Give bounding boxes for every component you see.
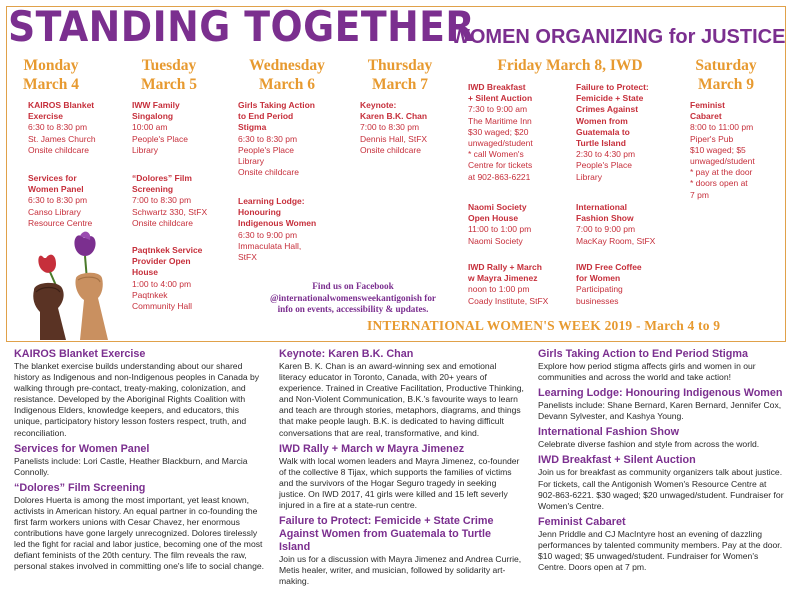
description-learning-lodge (538, 387, 784, 422)
description-body: Jenn Priddle and CJ MacIntyre host an evening of dazzling performances by talented community members. Pay at the door. $10 waged; $5 unwaged/student. Fundraiser for Women's Centre. Doors open at 7 pm. (538, 528, 783, 573)
day-date: March 5 (140, 76, 198, 93)
event-detail-line: * call Women's (468, 149, 524, 160)
event-detail-line: $10 waged; $5 (690, 144, 746, 155)
event-detail-line: 7:00 to 8:30 pm (360, 122, 420, 133)
event-detail-line: Piper's Pub (690, 133, 734, 144)
description-heading: IWD Breakfast + Silent Auction (538, 454, 696, 467)
facebook-notice (238, 281, 468, 316)
event-title-line: for Women (576, 273, 621, 284)
event-title-line: Indigenous Women (238, 218, 317, 229)
description-heading: Learning Lodge: Honouring Indigenous Women (538, 387, 783, 400)
description-failure-to-protect (279, 515, 525, 587)
event-detail-line: StFX (238, 252, 257, 263)
event-keynote (360, 100, 427, 156)
event-fashion-show (576, 202, 655, 247)
description-column-2 (279, 348, 525, 591)
event-iwd-rally (468, 262, 548, 307)
event-title-line: Girls Taking Action (238, 100, 315, 110)
event-title-line: IWD Free Coffee (576, 262, 642, 272)
event-detail-line: MacKay Room, StFX (576, 235, 656, 246)
day-name: Wednesday (249, 57, 325, 74)
event-detail-line: 7:30 to 9:00 am (468, 104, 528, 115)
day-header-monday (9, 56, 93, 94)
event-title-line: Keynote: (360, 100, 397, 110)
event-naomi-society (468, 202, 531, 247)
event-failure-to-protect (576, 82, 649, 183)
event-title-line: “Dolores” Film (132, 173, 192, 183)
description-body: Karen B. K. Chan is an award-winning sex and emotional literacy educator in Toronto, Canada, with 20+ years of experience. Trained in Creative Facilitation, Productive Thinking, and Non-Violent Communication, B.K.'s favourite ways to learn and teach are through stories, metaphors, diagrams, and things that make people laugh. B.K. is dedicated to having difficult conversations that are real, transformative, and kind. (279, 361, 524, 438)
event-detail-line: 10:00 am (132, 122, 168, 133)
event-title-line: Learning Lodge: (238, 196, 305, 206)
description-services-panel (14, 443, 268, 478)
event-detail-line: Onsite childcare (360, 144, 421, 155)
event-family-singalong (132, 100, 188, 156)
event-detail-line: Library (132, 144, 158, 155)
facebook-handle: @internationalwomensweekantigonish for (269, 292, 436, 303)
event-learning-lodge (238, 196, 316, 263)
day-date: March 6 (258, 76, 316, 93)
day-name: Tuesday (141, 57, 197, 74)
event-detail-line: Resource Centre (28, 217, 93, 228)
event-iwd-breakfast (468, 82, 533, 183)
page-subtitle: WOMEN ORGANIZING for JUSTICE (451, 26, 786, 48)
event-feminist-cabaret (690, 100, 755, 201)
event-detail-line: 7 pm (690, 189, 709, 200)
event-title-line: IWD Breakfast (468, 82, 526, 92)
day-header-thursday (355, 56, 445, 94)
day-name: Saturday (695, 57, 757, 74)
event-detail-line: People's Place (238, 144, 294, 155)
description-fashion-show (538, 426, 784, 450)
event-detail-line: Onsite childcare (238, 167, 299, 178)
event-title-line: KAIROS Blanket (28, 100, 95, 110)
event-title-line: Provider Open (132, 256, 191, 267)
description-column-3 (538, 348, 784, 577)
event-title-line: w Mayra Jimenez (468, 273, 538, 284)
event-title-line: Women Panel (28, 184, 84, 195)
description-body: Dolores Huerta is among the most important, yet least known, activists in American history. An equal partner in co-founding the first farm workers unions with Cesar Chavez, her enormous contributions have gone largely unrecognized. Dolores tirelessly led the fight for racial and labor justice, becoming one of the most defiant feminists of the 20th century. The film reveals the raw, personal stakes involved in committing one's life to social change. (14, 494, 265, 572)
description-heading: Failure to Protect: Femicide + State Crime Against Women from Guatemala to Turtle Island (279, 515, 494, 554)
event-detail-line: Paqtnkek (132, 289, 168, 300)
event-detail-line: * pay at the door (690, 167, 753, 178)
event-detail-line: 8:00 to 11:00 pm (690, 122, 754, 133)
description-keynote (279, 348, 525, 439)
event-title-line: IWW Family (132, 100, 180, 110)
event-detail-line: 7:00 to 8:30 pm (132, 195, 192, 206)
event-detail-line: Library (238, 156, 264, 167)
event-title-line: Screening (132, 184, 174, 195)
event-paqtnkek-open-house (132, 245, 202, 312)
description-heading: Girls Taking Action to End Period Stigma (538, 348, 748, 360)
event-title-line: + Silent Auction (468, 93, 533, 104)
event-free-coffee (576, 262, 642, 307)
event-dolores-film (132, 173, 207, 229)
description-body: Panelists include: Shane Bernard, Karen Bernard, Jennifer Cox, Devann Sylvester, and Kashya Young. (538, 400, 782, 422)
facebook-line: Find us on Facebook (312, 281, 394, 291)
event-title-line: to End Period (238, 111, 294, 122)
event-detail-line: 6:30 to 8:30 pm (28, 122, 88, 133)
raised-fists-with-flowers-icon (14, 228, 134, 340)
day-header-tuesday (124, 56, 214, 94)
event-detail-line: Library (576, 171, 602, 182)
day-date: March 9 (697, 76, 755, 93)
event-title-line: Karen B.K. Chan (360, 111, 428, 122)
event-detail-line: unwaged/student (468, 138, 533, 149)
description-body: Explore how period stigma affects girls and women in our communities and across the world and take action! (538, 361, 756, 383)
event-detail-line: Community Hall (132, 301, 192, 312)
event-title-line: IWD Rally + March (468, 262, 542, 272)
event-detail-line: Schwartz 330, StFX (132, 206, 208, 217)
event-detail-line: 6:30 to 9:00 pm (238, 229, 298, 240)
description-body: Join us for breakfast as community organizers talk about justice. For tickets, call the Antigonish Women's Resource Centre at 902-863-6221. $30 waged; $20 unwaged/student. Fundraiser for Women's Centre. (538, 467, 784, 511)
event-detail-line: unwaged/student (690, 156, 755, 167)
facebook-line: info on events, accessibility & updates. (277, 304, 429, 314)
event-title-line: International (576, 202, 628, 212)
event-detail-line: 7:00 to 9:00 pm (576, 224, 636, 235)
day-header-saturday (680, 56, 772, 94)
page-title: STANDING TOGETHER (8, 2, 476, 51)
event-detail-line: * doors open at (690, 178, 748, 189)
event-detail-line: 6:30 to 8:30 pm (28, 195, 88, 206)
day-date: March 4 (22, 76, 80, 93)
day-header-wednesday (235, 56, 339, 94)
event-detail-line: $30 waged; $20 (468, 126, 529, 137)
event-banner: INTERNATIONAL WOMEN'S WEEK 2019 - March 4 to 9 (367, 318, 721, 333)
description-column-1 (14, 348, 268, 577)
event-detail-line: People's Place (576, 160, 632, 171)
event-detail-line: Coady Institute, StFX (468, 295, 549, 306)
description-body: The blanket exercise builds understanding about our shared history as Indigenous and non-Indigenous peoples in Canada by walking through pre-contact, treaty-making, colonization, and resistance. Developed by the Aboriginal Rights Coalition with Indigenous Elders, knowledge keepers, and educators, this unique, participatory history lesson fosters respect, truth, and reconciliation. (14, 361, 260, 438)
event-title-line: Singalong (132, 111, 174, 122)
event-title-line: Turtle Island (576, 138, 626, 149)
event-detail-line: People's Place (132, 133, 188, 144)
description-period-stigma (538, 348, 784, 383)
description-rally (279, 443, 525, 511)
description-heading: “Dolores” Film Screening (14, 481, 146, 494)
event-title-line: Stigma (238, 122, 267, 133)
event-period-stigma (238, 100, 315, 178)
description-kairos (14, 348, 268, 439)
event-detail-line: Naomi Society (468, 235, 523, 246)
event-title-line: Femicide + State (576, 93, 644, 104)
event-detail-line: 2:30 to 4:30 pm (576, 149, 636, 160)
event-title-line: Fashion Show (576, 213, 634, 224)
event-detail-line: Onsite childcare (28, 144, 89, 155)
event-detail-line: Centre for tickets (468, 160, 533, 171)
event-title-line: House (132, 267, 158, 278)
event-title-line: Guatemala to (576, 126, 630, 137)
day-name: Monday (23, 57, 79, 74)
day-name: Thursday (367, 57, 433, 74)
description-heading: KAIROS Blanket Exercise (14, 348, 146, 360)
event-detail-line: 6:30 to 8:30 pm (238, 133, 298, 144)
event-detail-line: Immaculata Hall, (238, 240, 302, 251)
event-detail-line: St. James Church (28, 133, 96, 144)
event-detail-line: noon to 1:00 pm (468, 284, 530, 295)
event-title-line: Women from (576, 115, 628, 126)
description-body: Walk with local women leaders and Mayra Jimenez, co-founder of the collective 8 Tijax, which supports the families of victims and the survivors of the Hogar Seguro tragedy in seeking justice. On IWD 2017, 41 girls were killed and 15 left severly injured in a fire at a state-run centre. (279, 455, 520, 511)
event-detail-line: Participating (576, 284, 623, 295)
description-cabaret (538, 516, 784, 573)
event-detail-line: Onsite childcare (132, 217, 193, 228)
description-heading: International Fashion Show (538, 426, 679, 439)
event-title-line: Feminist (690, 100, 725, 110)
event-kairos-blanket (28, 100, 96, 156)
event-detail-line: Canso Library (28, 206, 81, 217)
description-heading: Keynote: Karen B.K. Chan (279, 348, 414, 360)
description-heading: Feminist Cabaret (538, 515, 626, 528)
event-title-line: Failure to Protect: (576, 82, 649, 92)
day-date: March 7 (371, 76, 429, 93)
event-detail-line: 1:00 to 4:00 pm (132, 278, 192, 289)
event-detail-line: 11:00 to 1:00 pm (468, 224, 532, 235)
event-detail-line: at 902-863-6221 (468, 171, 531, 182)
event-title-line: Naomi Society (468, 202, 527, 212)
description-heading: IWD Rally + March w Mayra Jimenez (279, 442, 465, 455)
event-title-line: Paqtnkek Service (132, 245, 203, 255)
day-name: Friday March 8, IWD (497, 57, 643, 74)
description-heading: Services for Women Panel (14, 442, 150, 455)
event-detail-line: businesses (576, 295, 619, 306)
event-detail-line: The Maritime Inn (468, 115, 532, 126)
description-breakfast (538, 454, 784, 511)
description-dolores (14, 482, 268, 573)
event-services-panel (28, 173, 92, 229)
day-header-friday (470, 56, 670, 75)
description-body: Join us for a discussion with Mayra Jimenez and Andrea Currie, Metis healer, writer, and musician, followed by solidarity art-making. (279, 554, 522, 587)
event-title-line: Open House (468, 213, 519, 224)
event-detail-line: Dennis Hall, StFX (360, 133, 428, 144)
description-body: Celebrate diverse fashion and style from across the world. (538, 439, 760, 450)
event-title-line: Crimes Against (576, 104, 639, 115)
event-title-line: Services for (28, 173, 77, 183)
description-body: Panelists include: Lori Castle, Heather Blackburn, and Marcia Connolly. (14, 455, 248, 477)
event-title-line: Cabaret (690, 111, 722, 122)
event-title-line: Honouring (238, 207, 281, 218)
event-title-line: Exercise (28, 111, 63, 122)
